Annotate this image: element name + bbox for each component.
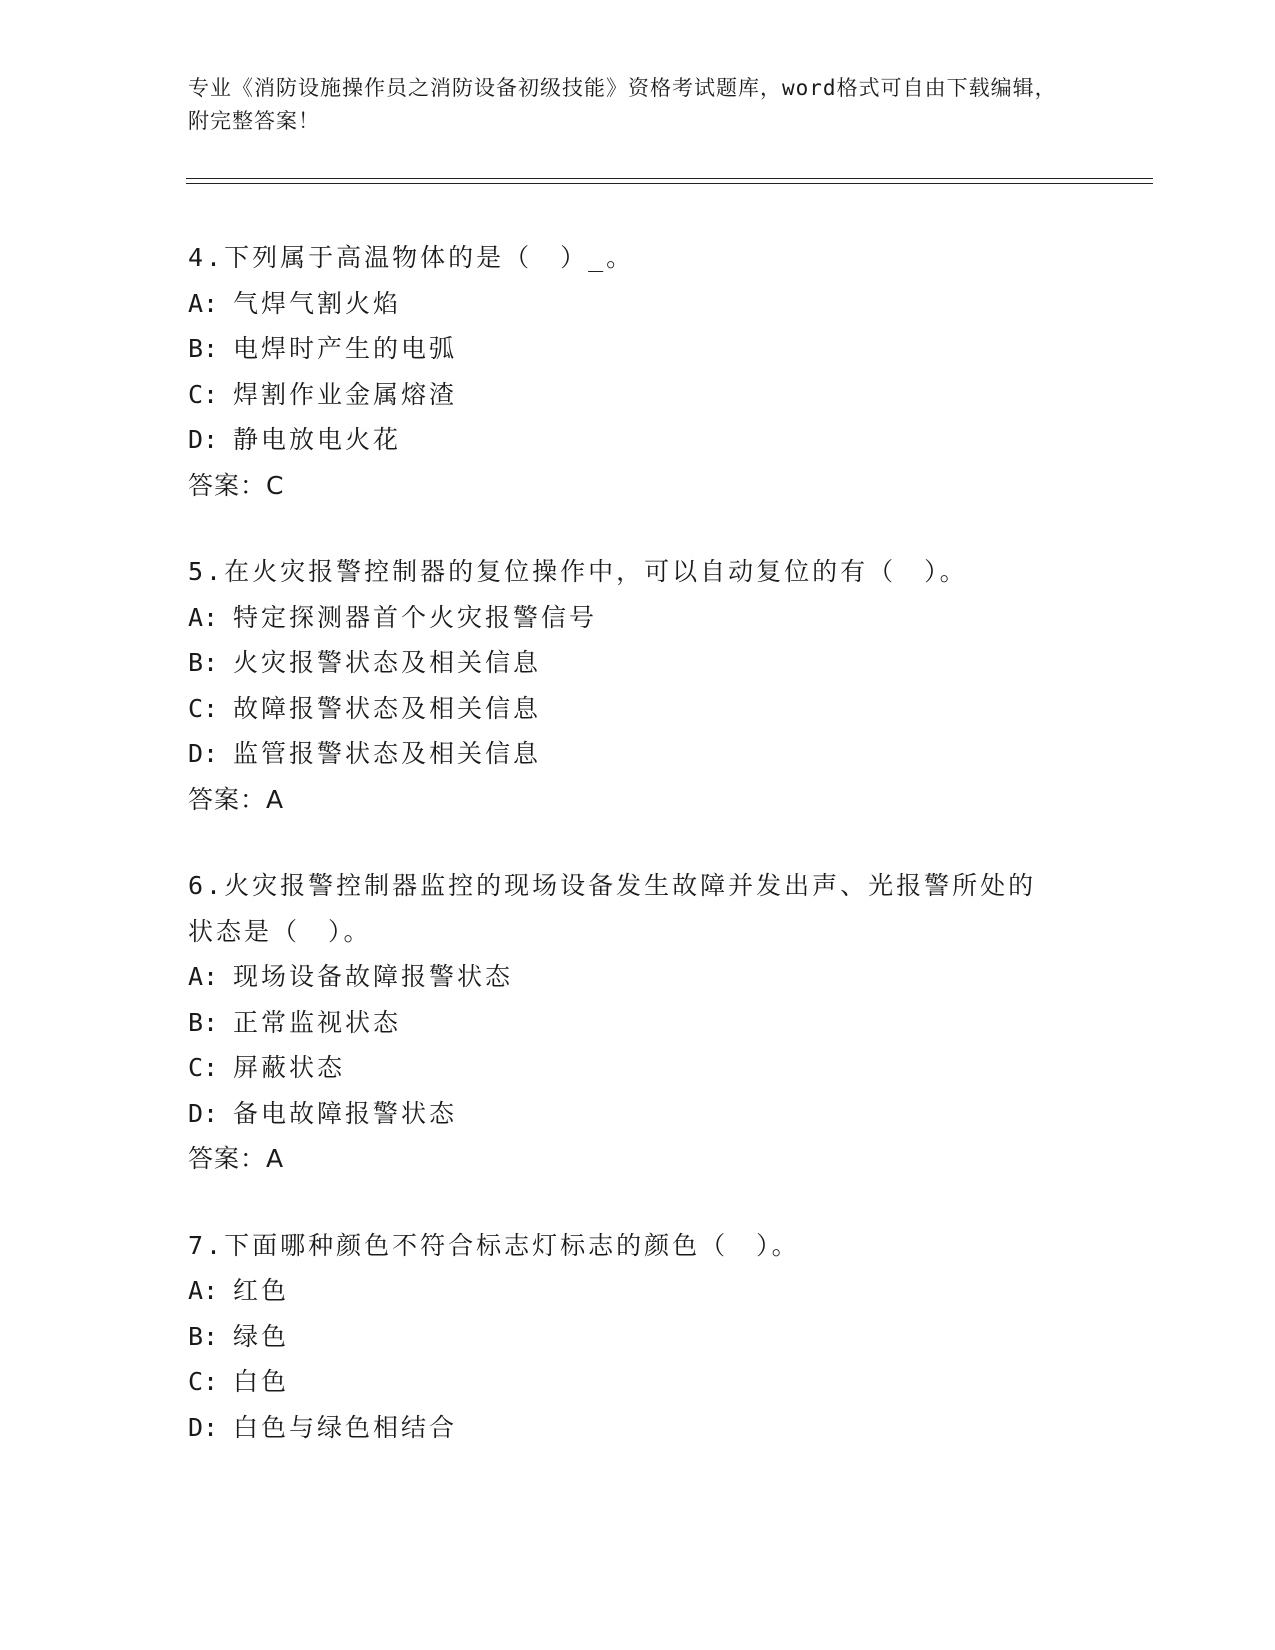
answer-line: 答案：A <box>188 784 285 814</box>
option-key: D: <box>188 425 219 454</box>
option-key: B: <box>188 1007 219 1037</box>
option-b <box>188 1314 1088 1360</box>
option-key: D: <box>188 1098 219 1128</box>
option-text: 焊割作业金属熔渣 <box>233 379 458 409</box>
option-key: A: <box>188 962 219 991</box>
option-text: 备电故障报警状态 <box>233 1098 458 1128</box>
question-7 <box>188 1223 1088 1451</box>
option-key: C: <box>188 1053 219 1082</box>
option-c <box>188 372 1088 418</box>
option-text: 电焊时产生的电弧 <box>233 334 458 363</box>
option-key: B: <box>188 334 219 363</box>
option-d <box>188 1405 1088 1451</box>
question-stem: 7.下面哪种颜色不符合标志灯标志的颜色（ ）。 <box>188 1230 800 1260</box>
header-divider-bottom <box>186 183 1153 184</box>
option-text: 正常监视状态 <box>233 1007 402 1037</box>
question-4 <box>188 235 1088 508</box>
option-a <box>188 595 1088 641</box>
option-text: 特定探测器首个火灾报警信号 <box>233 602 598 632</box>
question-stem: 6.火灾报警控制器监控的现场设备发生故障并发出声、光报警所处的状态是（ ）。 <box>188 871 1037 946</box>
option-key: C: <box>188 693 219 723</box>
option-text: 气焊气割火焰 <box>233 288 402 318</box>
header-divider-top <box>186 178 1153 179</box>
option-key: B: <box>188 648 219 677</box>
option-d <box>188 1091 1088 1137</box>
option-a <box>188 281 1088 327</box>
option-text: 红色 <box>233 1276 290 1305</box>
option-b <box>188 1000 1088 1046</box>
option-d <box>188 731 1088 777</box>
option-c <box>188 686 1088 732</box>
option-text: 白色 <box>233 1367 290 1396</box>
option-text: 监管报警状态及相关信息 <box>233 739 542 768</box>
option-key: D: <box>188 1412 219 1442</box>
question-6 <box>188 863 1088 1182</box>
option-key: A: <box>188 1276 219 1305</box>
option-c <box>188 1359 1088 1405</box>
question-list <box>188 235 1088 1450</box>
option-key: A: <box>188 288 219 318</box>
option-text: 静电放电火花 <box>233 425 402 454</box>
question-stem: 4.下列属于高温物体的是（ ）_。 <box>188 243 635 272</box>
option-key: C: <box>188 379 219 409</box>
option-key: B: <box>188 1321 219 1351</box>
option-text: 故障报警状态及相关信息 <box>233 693 542 723</box>
option-b <box>188 326 1088 372</box>
option-a <box>188 954 1088 1000</box>
option-d <box>188 417 1088 463</box>
answer-line: 答案：C <box>188 470 285 500</box>
option-text: 火灾报警状态及相关信息 <box>233 648 542 677</box>
question-5 <box>188 549 1088 822</box>
option-text: 绿色 <box>233 1321 290 1351</box>
option-b <box>188 640 1088 686</box>
option-text: 白色与绿色相结合 <box>233 1412 458 1442</box>
option-c <box>188 1045 1088 1091</box>
answer-line: 答案：A <box>188 1144 285 1173</box>
document-header: 专业《消防设施操作员之消防设备初级技能》资格考试题库，word格式可自由下载编辑，附完整答案！ <box>188 76 1057 133</box>
question-stem: 5.在火灾报警控制器的复位操作中，可以自动复位的有（ ）。 <box>188 557 968 586</box>
option-a <box>188 1268 1088 1314</box>
option-text: 屏蔽状态 <box>233 1053 346 1082</box>
option-key: D: <box>188 739 219 768</box>
option-text: 现场设备故障报警状态 <box>233 962 514 991</box>
option-key: C: <box>188 1367 219 1396</box>
option-key: A: <box>188 602 219 632</box>
